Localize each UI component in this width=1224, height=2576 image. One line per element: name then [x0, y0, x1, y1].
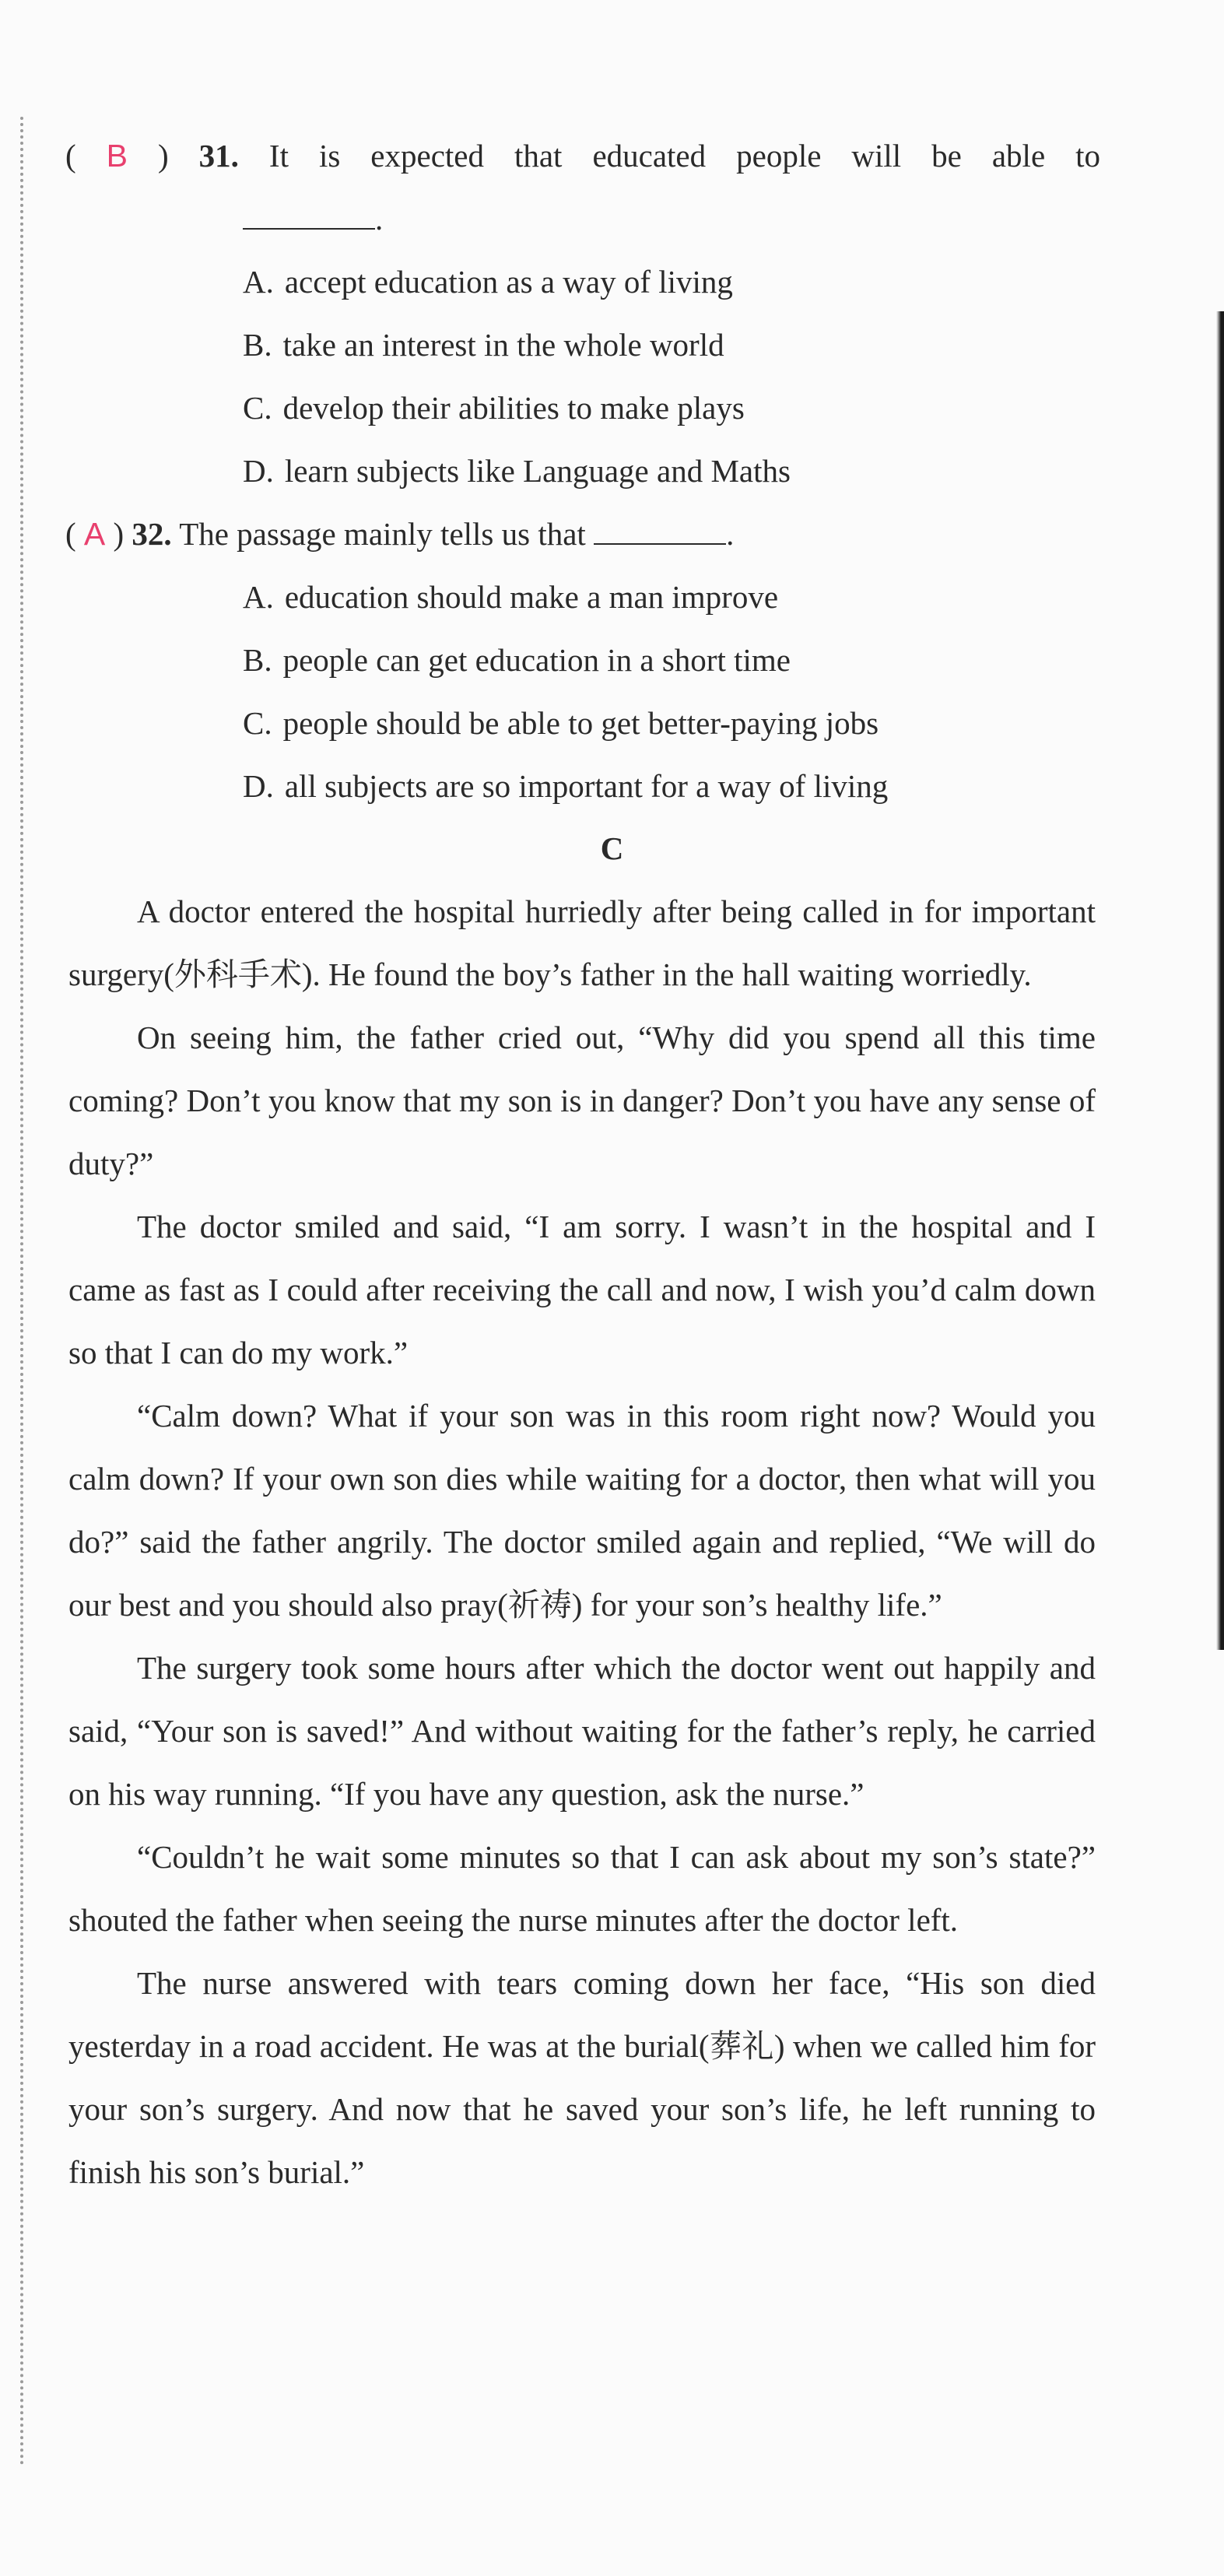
- q31-close-paren: ): [158, 138, 169, 174]
- option-text: learn subjects like Language and Maths: [284, 453, 791, 489]
- option-letter: D.: [243, 768, 274, 804]
- q32-open-paren: (: [65, 516, 76, 552]
- option-text: accept education as a way of living: [284, 264, 733, 300]
- q32-option-d: [243, 755, 888, 818]
- passage-paragraph: “Calm down? What if your son was in this room right now? Would you calm down? If your own son dies while waiting for a doctor, then what will you do?” said the father angrily. The doctor smiled again and replied, “We will do our best and you should also pray(祈祷) for your son’s healthy life.”: [68, 1398, 1096, 1623]
- q32-option-b: [243, 629, 791, 692]
- passage-paragraph: The nurse answered with tears coming down her face, “His son died yesterday in a road accident. He was at the burial(葬礼) when we called him for your son’s surgery. And now that he saved your son’s life, he left running to finish his son’s burial.”: [68, 1965, 1096, 2190]
- q31-option-d: [243, 440, 791, 503]
- question-32-stem: [65, 503, 1100, 566]
- q32-option-c: [243, 692, 879, 755]
- q31-stem-text: It is expected that educated people will be able to: [268, 138, 1101, 174]
- passage-paragraph: The doctor smiled and said, “I am sorry. I wasn’t in the hospital and I came as fast as I could after receiving the call and now, I wish you’d calm down so that I can do my work.”: [68, 1209, 1096, 1370]
- option-text: develop their abilities to make plays: [282, 390, 745, 426]
- option-letter: A.: [243, 264, 274, 300]
- passage-paragraph: “Couldn’t he wait some minutes so that I can ask about my son’s state?” shouted the father when seeing the nurse minutes after the doctor left.: [68, 1839, 1096, 1938]
- option-letter: A.: [243, 579, 274, 615]
- option-letter: D.: [243, 453, 274, 489]
- passage-paragraph: The surgery took some hours after which the doctor went out happily and said, “Your son is saved!” And without waiting for the father’s reply, he carried on his way running. “If you have any question, ask the nurse.”: [68, 1650, 1096, 1812]
- passage-paragraph: A doctor entered the hospital hurriedly after being called in for important surgery(外科手术). He found the boy’s father in the hall waiting worriedly.: [68, 893, 1096, 992]
- q31-blank-end: .: [375, 201, 384, 237]
- q32-stem-text: The passage mainly tells us that: [179, 516, 586, 552]
- option-text: take an interest in the whole world: [282, 327, 724, 363]
- binding-margin-line: [20, 117, 23, 2467]
- option-letter: C.: [243, 390, 272, 426]
- q31-option-c: [243, 377, 745, 440]
- q32-option-a: [243, 566, 778, 629]
- q31-option-a: [243, 251, 733, 314]
- q31-open-paren: (: [65, 138, 76, 174]
- q31-answer-mark: B: [106, 138, 128, 174]
- option-text: all subjects are so important for a way of living: [284, 768, 889, 804]
- option-text: people should be able to get better-paying jobs: [282, 705, 879, 741]
- q32-close-paren: ): [113, 516, 125, 552]
- option-text: people can get education in a short time: [282, 642, 791, 678]
- option-letter: B.: [243, 327, 272, 363]
- passage-paragraph: On seeing him, the father cried out, “Why did you spend all this time coming? Don’t you know that my son is in danger? Don’t you have any sense of duty?”: [68, 1020, 1096, 1181]
- q31-blank: [243, 200, 375, 230]
- page-edge-shadow: [1216, 311, 1224, 1650]
- option-text: education should make a man improve: [284, 579, 779, 615]
- q31-option-b: [243, 314, 724, 377]
- section-c-heading: C: [600, 830, 624, 866]
- q31-blank-line: [243, 188, 383, 251]
- q32-number: 32.: [132, 516, 172, 552]
- passage-c: [68, 880, 1096, 2204]
- option-letter: B.: [243, 642, 272, 678]
- option-letter: C.: [243, 705, 272, 741]
- q32-answer-mark: A: [83, 516, 106, 552]
- q32-blank-end: .: [726, 516, 735, 552]
- q31-number: 31.: [198, 138, 239, 174]
- question-31-stem: [65, 125, 1100, 188]
- q32-blank: [594, 515, 726, 545]
